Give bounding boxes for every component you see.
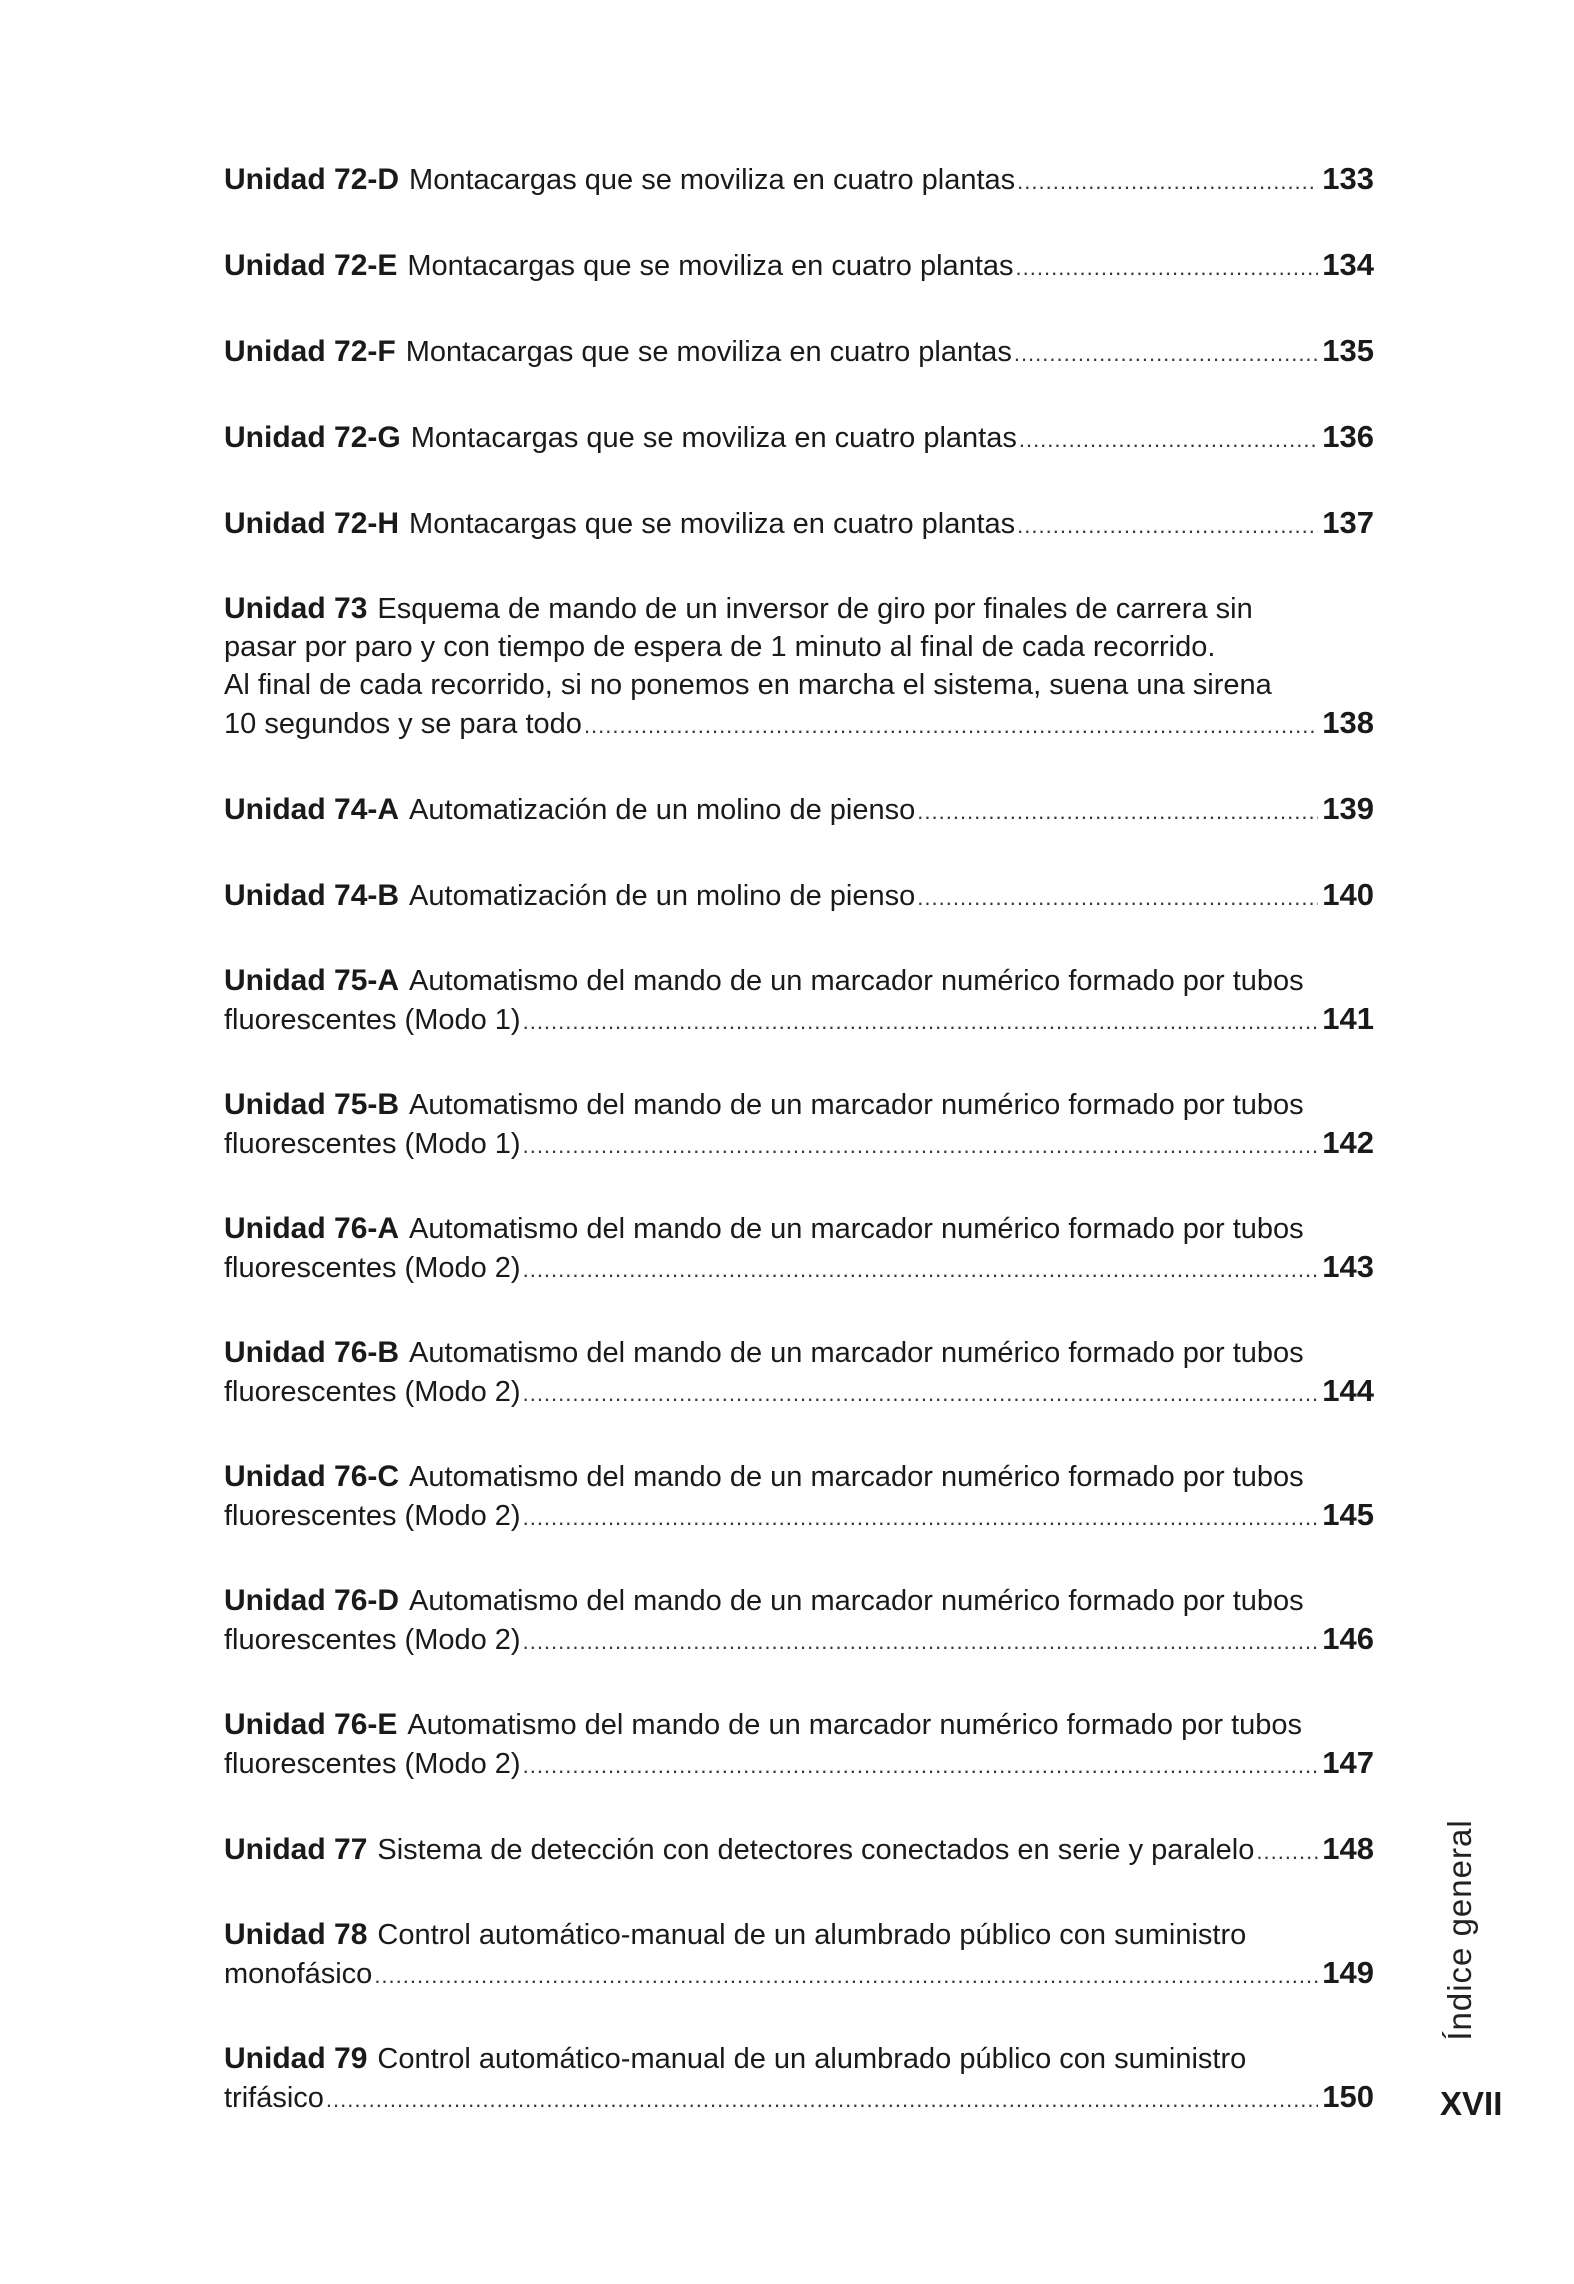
toc-page-number: 138	[1322, 705, 1374, 740]
toc-page-number: 136	[1322, 419, 1374, 454]
toc-entry-line	[224, 962, 1374, 1000]
toc-entry-last-line	[224, 1248, 1374, 1289]
unit-label	[224, 507, 399, 540]
toc-page-number: 148	[1322, 1831, 1374, 1866]
toc-entry-line	[224, 1582, 1374, 1620]
dot-leader	[917, 879, 1318, 917]
toc-entry-line	[224, 2040, 1374, 2078]
unit-id: 77	[334, 1833, 368, 1866]
toc-entry-title: Automatización de un molino de pienso	[409, 794, 916, 826]
unit-id: 76-C	[334, 1460, 400, 1493]
toc-entry-title: fluorescentes (Modo 2)	[224, 1500, 521, 1532]
toc-entry	[224, 1086, 1374, 1165]
unit-word: Unidad	[224, 1088, 326, 1121]
toc-entry-title: fluorescentes (Modo 2)	[224, 1252, 521, 1284]
toc-entry-last-line	[224, 1830, 1374, 1871]
unit-word: Unidad	[224, 964, 326, 997]
toc-entry-line	[224, 590, 1374, 628]
toc-page-number: 137	[1322, 505, 1374, 540]
unit-label	[224, 1918, 367, 1951]
toc-entry-line	[224, 628, 1374, 666]
dot-leader	[1256, 1833, 1318, 1871]
unit-word: Unidad	[224, 163, 326, 196]
toc-entry	[224, 1334, 1374, 1413]
toc-entry-title: pasar por paro y con tiempo de espera de 1 minuto al final de cada recorrido.	[224, 631, 1216, 663]
toc-entry	[224, 1458, 1374, 1537]
unit-label	[224, 2042, 367, 2075]
toc-entry-text	[224, 247, 1014, 285]
toc-entry-text	[224, 1249, 521, 1287]
toc-entry-title: fluorescentes (Modo 1)	[224, 1004, 521, 1036]
toc-page-number: 139	[1322, 791, 1374, 826]
unit-id: 78	[334, 1918, 368, 1951]
toc-entry-title: Montacargas que se moviliza en cuatro plantas	[407, 250, 1014, 282]
dot-leader	[523, 1499, 1319, 1537]
toc-page-number: 145	[1322, 1497, 1374, 1532]
toc-entry-title: Sistema de detección con detectores conectados en serie y paralelo	[377, 1834, 1255, 1866]
toc-entry	[224, 590, 1374, 745]
toc-entry-title: Automatismo del mando de un marcador numérico formado por tubos	[409, 1337, 1304, 1369]
unit-id: 79	[334, 2042, 368, 2075]
toc-entry-title: Montacargas que se moviliza en cuatro plantas	[409, 508, 1016, 540]
toc-entry-title: Al final de cada recorrido, si no ponemos en marcha el sistema, suena una sirena	[224, 669, 1272, 701]
unit-word: Unidad	[224, 1212, 326, 1245]
toc-entry-last-line	[224, 1496, 1374, 1537]
toc-entry-text	[224, 1955, 372, 1993]
unit-word: Unidad	[224, 1460, 326, 1493]
toc-entry-last-line	[224, 246, 1374, 287]
unit-id: 74-A	[334, 793, 400, 826]
toc-entry-title: trifásico	[224, 2082, 324, 2114]
toc-entry-title: Control automático-manual de un alumbrado público con suministro	[377, 1919, 1247, 1951]
toc-entry-last-line	[224, 704, 1374, 745]
unit-word: Unidad	[224, 249, 326, 282]
toc-entry	[224, 160, 1374, 201]
unit-word: Unidad	[224, 421, 326, 454]
toc-entry-last-line	[224, 790, 1374, 831]
unit-label	[224, 1336, 399, 1369]
unit-label	[224, 335, 396, 368]
toc-entry-line	[224, 1210, 1374, 1248]
toc-entry-last-line	[224, 160, 1374, 201]
unit-word: Unidad	[224, 793, 326, 826]
toc-entry	[224, 1830, 1374, 1871]
unit-word: Unidad	[224, 1833, 326, 1866]
dot-leader	[374, 1957, 1318, 1995]
toc-page-number: 135	[1322, 333, 1374, 368]
dot-leader	[1019, 421, 1318, 459]
toc-page-number: 141	[1322, 1001, 1374, 1036]
unit-label	[224, 592, 367, 625]
dot-leader	[523, 1251, 1319, 1289]
unit-label	[224, 879, 399, 912]
unit-id: 73	[334, 592, 368, 625]
toc-entry-text	[224, 877, 915, 915]
dot-leader	[523, 1127, 1319, 1165]
section-tab	[1430, 1810, 1490, 2050]
unit-label	[224, 793, 399, 826]
toc-entry-text	[224, 791, 915, 829]
toc-entry-title: Esquema de mando de un inversor de giro por finales de carrera sin	[377, 593, 1253, 625]
toc-entry-last-line	[224, 1620, 1374, 1661]
unit-label	[224, 964, 399, 997]
dot-leader	[326, 2081, 1318, 2119]
toc-entry-text	[224, 333, 1012, 371]
toc-entry-line	[224, 1458, 1374, 1496]
dot-leader	[584, 707, 1318, 745]
unit-word: Unidad	[224, 1584, 326, 1617]
toc-entry	[224, 876, 1374, 917]
toc-entry-text	[224, 1745, 521, 1783]
toc-entry-text	[224, 1831, 1254, 1869]
toc-entry-title: Automatismo del mando de un marcador numérico formado por tubos	[407, 1709, 1303, 1741]
toc-page-number: 134	[1322, 247, 1374, 282]
unit-id: 76-D	[334, 1584, 400, 1617]
section-tab-label: Índice general	[1441, 1819, 1478, 2041]
toc-entry	[224, 1706, 1374, 1785]
unit-word: Unidad	[224, 879, 326, 912]
toc-entry-last-line	[224, 1954, 1374, 1995]
unit-label	[224, 1212, 399, 1245]
unit-id: 75-A	[334, 964, 400, 997]
dot-leader	[523, 1003, 1319, 1041]
unit-label	[224, 249, 397, 282]
toc-entry-title: Automatismo del mando de un marcador numérico formado por tubos	[409, 1213, 1304, 1245]
unit-word: Unidad	[224, 335, 326, 368]
dot-leader	[523, 1623, 1319, 1661]
toc-entry-title: fluorescentes (Modo 2)	[224, 1376, 521, 1408]
toc-page-number: 133	[1322, 161, 1374, 196]
toc-page-number: 150	[1322, 2079, 1374, 2114]
toc-entry-text	[224, 1125, 521, 1163]
dot-leader	[1017, 163, 1318, 201]
unit-label	[224, 1708, 397, 1741]
toc-entry-title: Montacargas que se moviliza en cuatro plantas	[409, 164, 1016, 196]
toc-entry-title: Automatismo del mando de un marcador numérico formado por tubos	[409, 1089, 1304, 1121]
unit-word: Unidad	[224, 1918, 326, 1951]
toc-page-number: 140	[1322, 877, 1374, 912]
toc-entry-text	[224, 1497, 521, 1535]
toc-entry	[224, 504, 1374, 545]
unit-id: 72-H	[334, 507, 400, 540]
dot-leader	[523, 1747, 1319, 1785]
unit-label	[224, 1833, 367, 1866]
toc-entry	[224, 1582, 1374, 1661]
unit-id: 76-E	[334, 1708, 398, 1741]
unit-id: 76-A	[334, 1212, 400, 1245]
dot-leader	[523, 1375, 1319, 1413]
toc-entry-title: Montacargas que se moviliza en cuatro plantas	[410, 422, 1017, 454]
toc-entry-title: 10 segundos y se para todo	[224, 708, 582, 740]
unit-label	[224, 1584, 399, 1617]
toc-entry-line	[224, 666, 1374, 704]
toc-page-number: 143	[1322, 1249, 1374, 1284]
toc-entry	[224, 1210, 1374, 1289]
toc-entry-last-line	[224, 418, 1374, 459]
toc-entry-title: Automatismo del mando de un marcador numérico formado por tubos	[409, 1585, 1304, 1617]
toc-entry-last-line	[224, 504, 1374, 545]
dot-leader	[1017, 507, 1318, 545]
toc-entry-text	[224, 705, 582, 743]
toc-entry-line	[224, 1334, 1374, 1372]
toc-page-number: 149	[1322, 1955, 1374, 1990]
unit-id: 72-F	[334, 335, 396, 368]
unit-word: Unidad	[224, 1708, 326, 1741]
toc-entry-title: Automatismo del mando de un marcador numérico formado por tubos	[409, 1461, 1304, 1493]
toc-entry-text	[224, 1001, 521, 1039]
toc-page-number: 142	[1322, 1125, 1374, 1160]
toc-entry-text	[224, 505, 1015, 543]
unit-word: Unidad	[224, 2042, 326, 2075]
page-number: XVII	[1440, 2085, 1503, 2122]
toc-entry-line	[224, 1916, 1374, 1954]
toc-entry-text	[224, 1373, 521, 1411]
toc-entry-title: monofásico	[224, 1958, 373, 1990]
toc-entry	[224, 2040, 1374, 2119]
toc-entry-last-line	[224, 2078, 1374, 2119]
toc-entry	[224, 790, 1374, 831]
dot-leader	[917, 793, 1318, 831]
table-of-contents	[224, 160, 1374, 2164]
unit-id: 76-B	[334, 1336, 400, 1369]
unit-word: Unidad	[224, 1336, 326, 1369]
dot-leader	[1016, 249, 1319, 287]
toc-entry-text	[224, 161, 1015, 199]
toc-entry-last-line	[224, 1372, 1374, 1413]
toc-entry	[224, 246, 1374, 287]
toc-entry	[224, 962, 1374, 1041]
toc-entry-title: Automatización de un molino de pienso	[409, 880, 916, 912]
toc-entry-text	[224, 419, 1017, 457]
unit-label	[224, 1460, 399, 1493]
unit-word: Unidad	[224, 592, 326, 625]
toc-entry-title: fluorescentes (Modo 1)	[224, 1128, 521, 1160]
toc-entry-title: Automatismo del mando de un marcador numérico formado por tubos	[409, 965, 1304, 997]
toc-entry-title: fluorescentes (Modo 2)	[224, 1748, 521, 1780]
unit-label	[224, 421, 401, 454]
toc-entry-title: fluorescentes (Modo 2)	[224, 1624, 521, 1656]
toc-entry-last-line	[224, 1000, 1374, 1041]
unit-id: 75-B	[334, 1088, 400, 1121]
toc-entry-title: Montacargas que se moviliza en cuatro plantas	[405, 336, 1012, 368]
unit-id: 72-E	[334, 249, 398, 282]
toc-entry-last-line	[224, 876, 1374, 917]
unit-label	[224, 1088, 399, 1121]
toc-entry-text	[224, 2079, 324, 2117]
toc-entry-line	[224, 1706, 1374, 1744]
unit-id: 72-D	[334, 163, 400, 196]
toc-entry-text	[224, 1621, 521, 1659]
toc-entry	[224, 418, 1374, 459]
toc-entry	[224, 332, 1374, 373]
toc-page-number: 144	[1322, 1373, 1374, 1408]
toc-page-number: 146	[1322, 1621, 1374, 1656]
toc-entry-last-line	[224, 1744, 1374, 1785]
toc-entry-line	[224, 1086, 1374, 1124]
toc-entry-title: Control automático-manual de un alumbrado público con suministro	[377, 2043, 1247, 2075]
toc-entry-last-line	[224, 332, 1374, 373]
unit-id: 74-B	[334, 879, 400, 912]
unit-label	[224, 163, 399, 196]
toc-entry-last-line	[224, 1124, 1374, 1165]
toc-entry	[224, 1916, 1374, 1995]
dot-leader	[1014, 335, 1318, 373]
toc-page-number: 147	[1322, 1745, 1374, 1780]
unit-id: 72-G	[334, 421, 401, 454]
unit-word: Unidad	[224, 507, 326, 540]
